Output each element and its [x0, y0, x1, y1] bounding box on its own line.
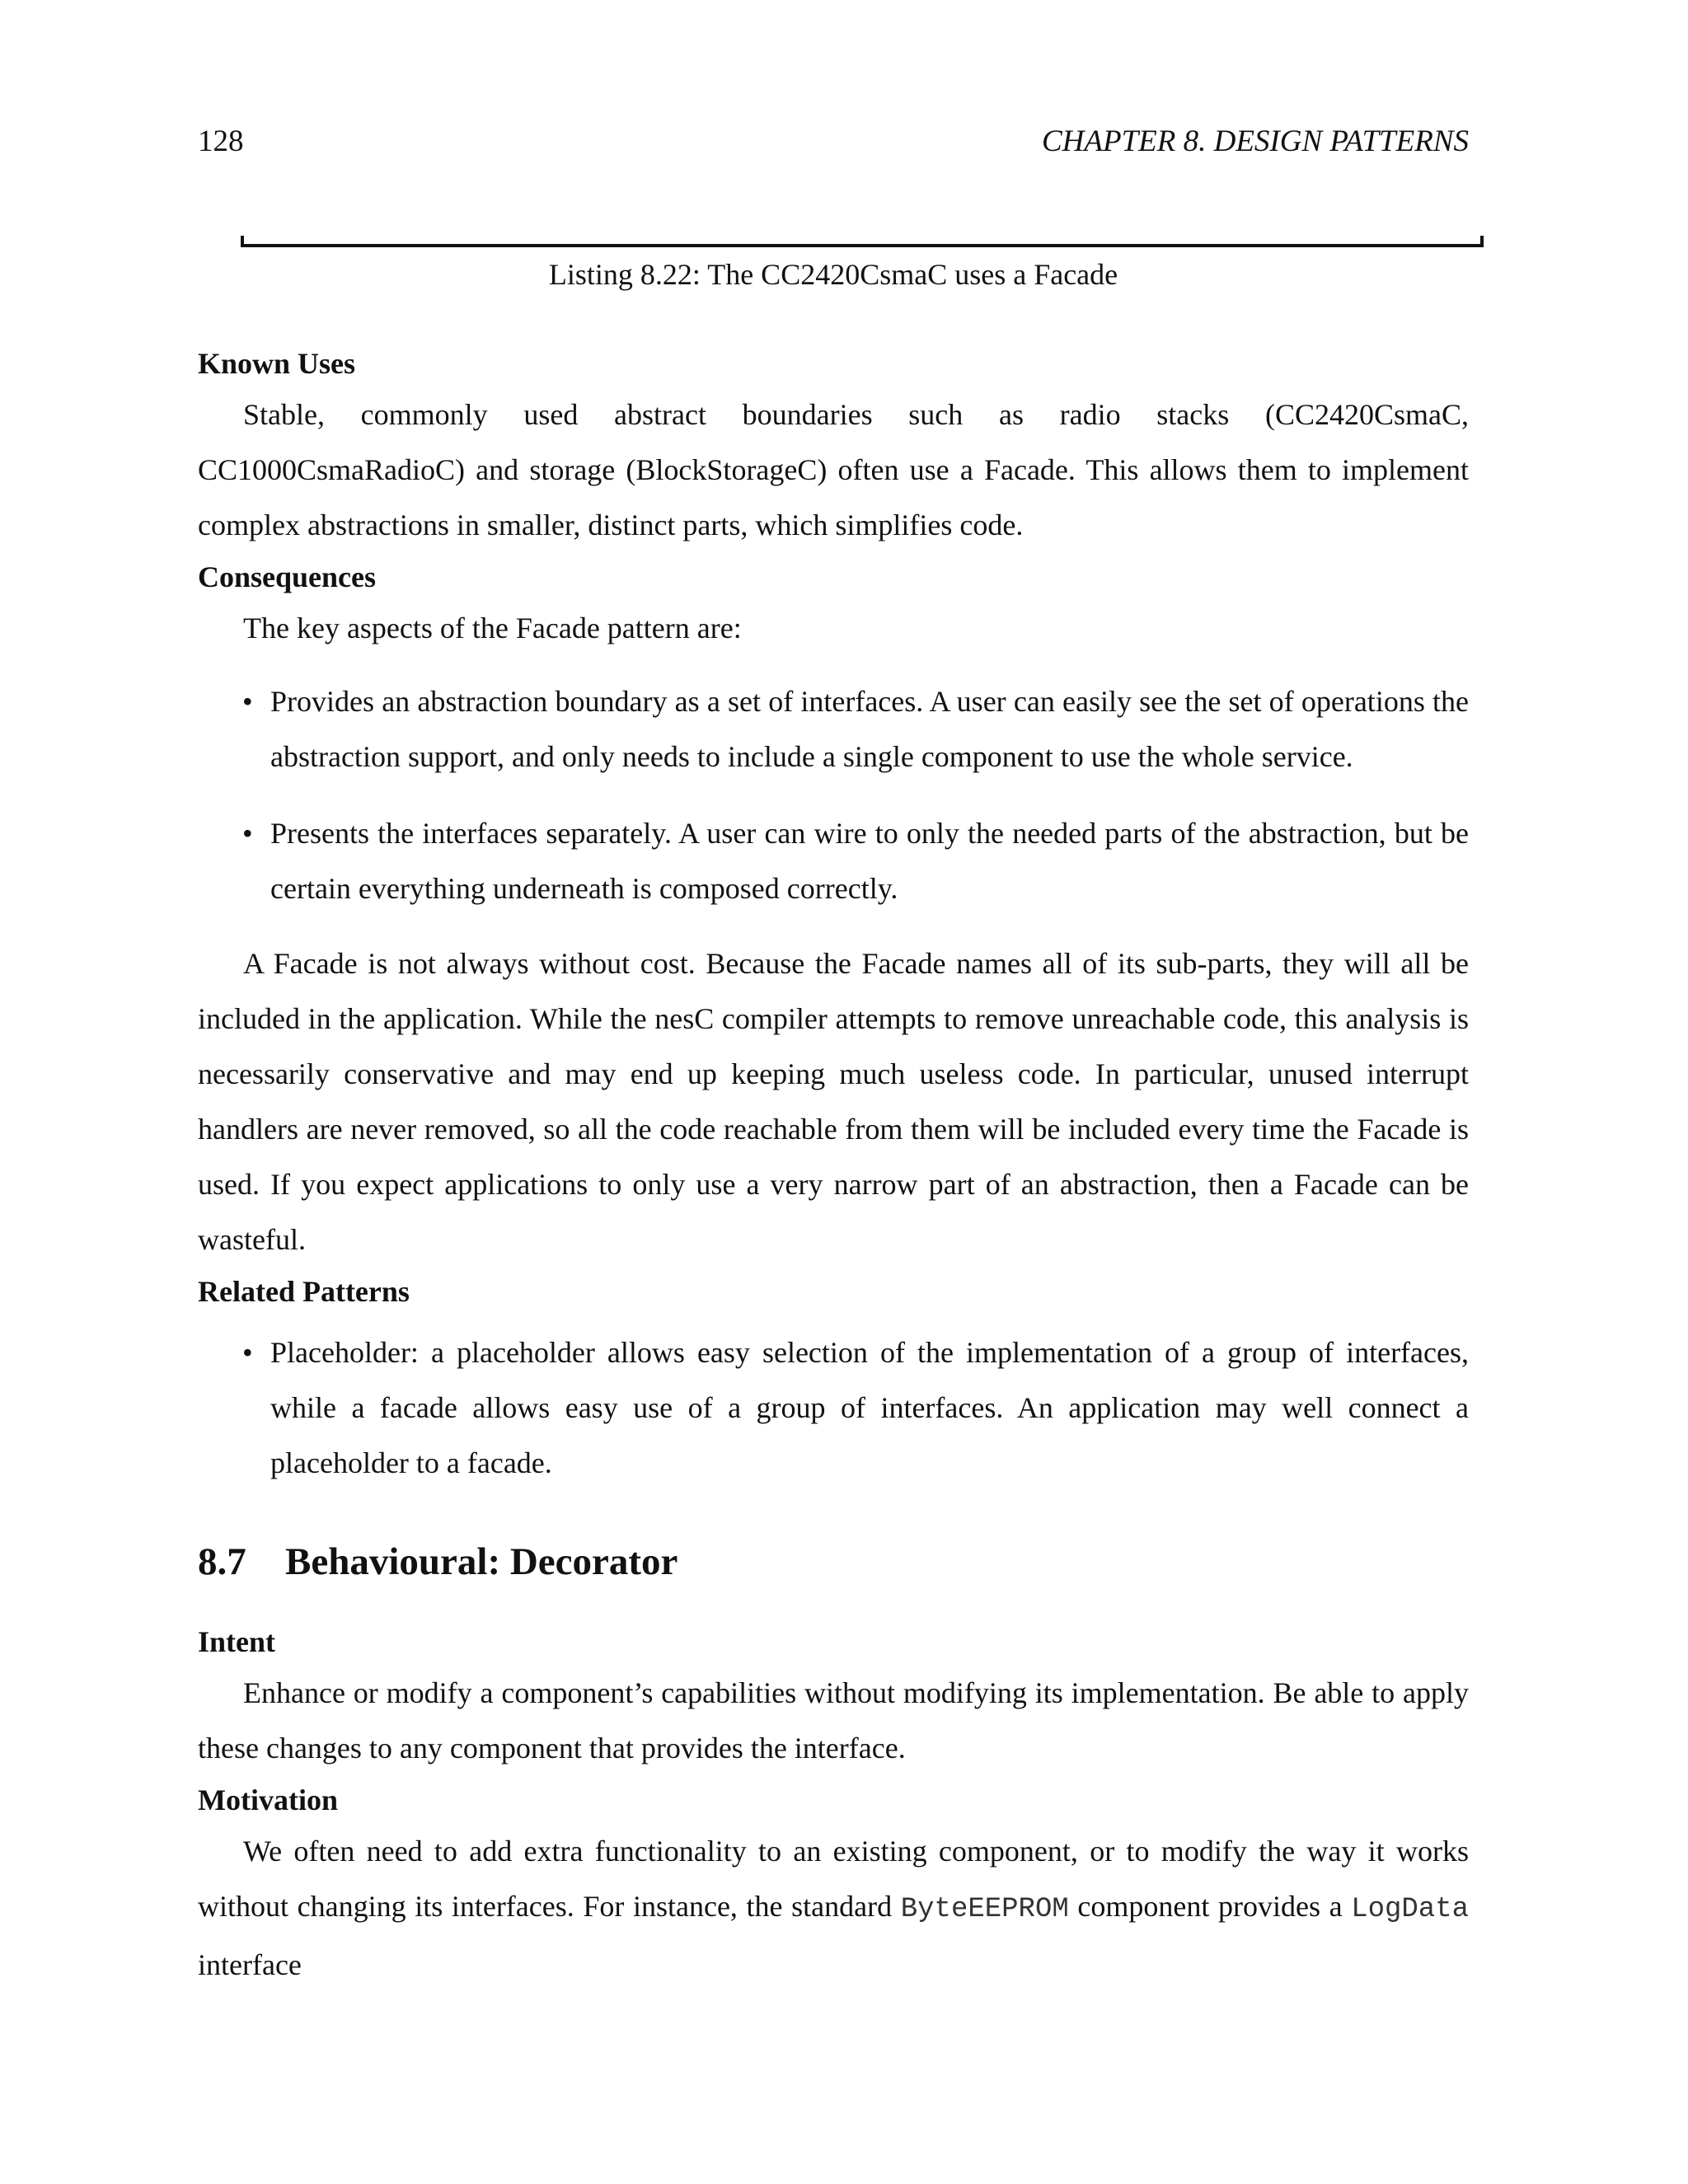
known-uses-paragraph: Stable, commonly used abstract boundaries such as radio stacks (CC2420CsmaC, CC1000CsmaRadioC) and storage (BlockStorageC) often use a Facade. This allows them to implement complex abstractions in smaller, distinct parts, which simplifies code.	[198, 398, 1469, 541]
list-item-text: Placeholder: a placeholder allows easy selection of the implementation of a group of interfaces, while a facade allows easy use of a group of interfaces. An application may well connect a placeholder to a facade.	[270, 1336, 1469, 1479]
list-item	[242, 806, 1469, 916]
list-item-text: Provides an abstraction boundary as a set of interfaces. A user can easily see the set of operations the abstraction support, and only needs to include a single component to use the whole service.	[270, 685, 1469, 773]
running-header	[198, 124, 1469, 165]
listing-caption: Listing 8.22: The CC2420CsmaC uses a Facade	[548, 258, 1118, 291]
body-text	[198, 344, 1469, 1993]
consequences-heading: Consequences	[198, 560, 377, 593]
motivation-heading: Motivation	[198, 1783, 338, 1816]
consequences-intro: The key aspects of the Facade pattern are:	[243, 612, 742, 644]
bullet-icon: •	[242, 685, 253, 718]
motivation-text-1: We often need to add extra functionality to an existing component, or to modify the way it works without changing its interfaces. For instance, the standard	[198, 1835, 1469, 1923]
motivation-text-2: component provides a	[1068, 1890, 1352, 1923]
consequences-list	[198, 674, 1469, 916]
section-number: 8.7	[198, 1540, 246, 1583]
page-number: 128	[198, 124, 244, 158]
list-item	[242, 674, 1469, 785]
section-title: Behavioural: Decorator	[285, 1540, 678, 1583]
listing-bottom-rule	[241, 236, 1484, 247]
known-uses-heading: Known Uses	[198, 347, 356, 380]
section-heading	[198, 1537, 1469, 1586]
list-item	[242, 1325, 1469, 1491]
code-logdata: LogData	[1351, 1894, 1470, 1925]
intent-heading: Intent	[198, 1625, 276, 1658]
code-byteeeprom: ByteEEPROM	[900, 1894, 1069, 1925]
bullet-icon: •	[242, 817, 253, 850]
related-patterns-list	[198, 1325, 1469, 1491]
list-item-text: Presents the interfaces separately. A user can wire to only the needed parts of the abstraction, but be certain everything underneath is composed correctly.	[270, 817, 1469, 905]
intent-paragraph: Enhance or modify a component’s capabilities without modifying its implementation. Be able to apply these changes to any component that provides the interface.	[198, 1676, 1469, 1765]
facade-cost-paragraph: A Facade is not always without cost. Because the Facade names all of its sub-parts, they will all be included in the application. While the nesC compiler attempts to remove unreachable code, this analysis is necessarily conservative and may end up keeping much useless code. In particular, unused interrupt handlers are never removed, so all the code reachable from them will be included every time the Facade is used. If you expect applications to only use a very narrow part of an abstraction, then a Facade can be wasteful.	[198, 947, 1469, 1256]
related-patterns-heading: Related Patterns	[198, 1275, 410, 1308]
bullet-icon: •	[242, 1336, 253, 1369]
chapter-title: CHAPTER 8. DESIGN PATTERNS	[1041, 124, 1469, 158]
motivation-paragraph	[198, 1824, 1469, 1993]
motivation-text-3: interface	[198, 1948, 302, 1981]
